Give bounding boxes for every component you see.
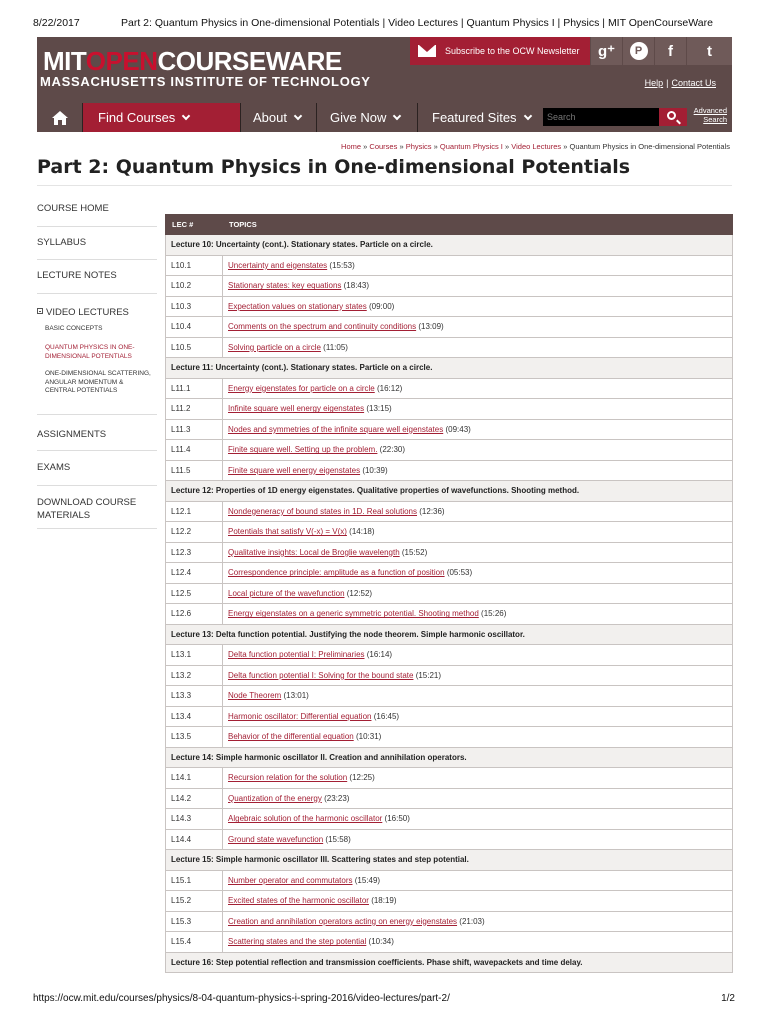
lecture-topic-cell [223, 276, 733, 297]
video-link[interactable]: Excited states of the harmonic oscillator [228, 896, 369, 906]
column-header-topics: TOPICS [223, 215, 733, 235]
lecture-topic-cell [223, 583, 733, 604]
lecture-code: L11.3 [166, 419, 223, 440]
sidebar-sub-scattering[interactable]: ONE-DIMENSIONAL SCATTERING, ANGULAR MOMENTUM & CENTRAL POTENTIALS [45, 370, 151, 394]
table-row [166, 870, 733, 891]
video-link[interactable]: Ground state wavefunction [228, 834, 324, 844]
video-link[interactable]: Correspondence principle: amplitude as a function of position [228, 568, 445, 578]
lecture-group-row [166, 747, 733, 768]
lecture-topic-cell [223, 727, 733, 748]
lecture-group-heading: Lecture 14: Simple harmonic oscillator II. Creation and annihilation operators. [166, 747, 733, 768]
lecture-code: L11.4 [166, 440, 223, 461]
table-row [166, 317, 733, 338]
video-link[interactable]: Nodes and symmetries of the infinite square well eigenstates [228, 424, 444, 434]
table-row [166, 932, 733, 953]
lecture-topic-cell [223, 768, 733, 789]
breadcrumb: Home » Courses » Physics » Quantum Physics I » Video Lectures » Quantum Physics in One-dimensional Potentials [341, 142, 730, 151]
lecture-code: L12.6 [166, 604, 223, 625]
video-duration: (11:05) [323, 342, 348, 352]
breadcrumb-courses[interactable]: Courses [369, 142, 398, 151]
video-duration: (13:15) [366, 404, 392, 414]
breadcrumb-physics[interactable]: Physics [405, 142, 432, 151]
video-link[interactable]: Delta function potential I: Solving for the bound state [228, 670, 414, 680]
video-duration: (15:21) [415, 670, 442, 680]
help-link[interactable]: Help [644, 78, 664, 88]
video-link[interactable]: Delta function potential I: Preliminaries [228, 650, 365, 660]
table-row [166, 378, 733, 399]
video-duration: (10:39) [362, 465, 388, 475]
table-row [166, 337, 733, 358]
lecture-group-heading: Lecture 12: Properties of 1D energy eigenstates. Qualitative properties of wavefunctions. Shooting method. [166, 481, 733, 502]
breadcrumb-course[interactable]: Quantum Physics I [439, 142, 503, 151]
video-link[interactable]: Scattering states and the step potential [228, 937, 367, 947]
print-date: 8/22/2017 [33, 17, 80, 29]
lecture-code: L10.1 [166, 255, 223, 276]
video-link[interactable]: Finite square well. Setting up the problem. [228, 445, 378, 455]
ocw-logo[interactable]: MITOPENCOURSEWARE [43, 46, 342, 76]
lecture-code: L13.5 [166, 727, 223, 748]
lecture-code: L11.1 [166, 378, 223, 399]
divider [37, 185, 732, 186]
nav-featured-sites[interactable]: Featured Sites [418, 103, 538, 132]
site-banner [37, 37, 732, 103]
breadcrumb-home[interactable]: Home [341, 142, 362, 151]
contact-us-link[interactable]: Contact Us [671, 78, 716, 88]
lecture-topic-cell [223, 317, 733, 338]
lecture-topic-cell [223, 911, 733, 932]
video-link[interactable]: Recursion relation for the solution [228, 773, 348, 783]
logo-subtitle: MASSACHUSETTS INSTITUTE OF TECHNOLOGY [40, 74, 371, 89]
lecture-group-row [166, 358, 733, 379]
breadcrumb-current: Quantum Physics in One-dimensional Potentials [569, 142, 730, 151]
lecture-code: L15.3 [166, 911, 223, 932]
nav-find-courses[interactable]: Find Courses [83, 103, 241, 132]
lecture-topic-cell [223, 870, 733, 891]
table-row [166, 604, 733, 625]
lecture-code: L13.4 [166, 706, 223, 727]
lecture-group-heading: Lecture 15: Simple harmonic oscillator III. Scattering states and step potential. [166, 850, 733, 871]
video-link[interactable]: Infinite square well energy eigenstates [228, 404, 365, 414]
lecture-topic-cell [223, 604, 733, 625]
lecture-topic-cell [223, 645, 733, 666]
video-link[interactable]: Algebraic solution of the harmonic oscillator [228, 814, 383, 824]
video-duration: (15:58) [325, 834, 351, 844]
video-link[interactable]: Solving particle on a circle [228, 342, 321, 352]
print-page-number: 1/2 [721, 993, 735, 1004]
table-row [166, 911, 733, 932]
video-duration: (13:09) [418, 322, 444, 332]
nav-give-now[interactable]: Give Now [317, 103, 418, 132]
sidebar-item-syllabus[interactable]: SYLLABUS [37, 237, 87, 248]
lecture-topic-cell [223, 665, 733, 686]
home-icon [51, 110, 69, 126]
video-duration: (09:00) [368, 301, 395, 311]
table-row [166, 768, 733, 789]
table-row [166, 419, 733, 440]
lecture-topic-cell [223, 522, 733, 543]
video-duration: (15:53) [329, 260, 355, 270]
table-header [166, 215, 733, 235]
newsletter-button[interactable] [410, 37, 590, 65]
chevron-down-icon [182, 111, 190, 119]
collapse-icon [37, 308, 43, 314]
table-row [166, 276, 733, 297]
chevron-down-icon [523, 111, 531, 119]
video-link[interactable]: Quantization of the energy [228, 793, 322, 803]
lecture-topic-cell [223, 440, 733, 461]
video-duration: (15:26) [481, 609, 507, 619]
video-duration: (12:52) [346, 588, 373, 598]
video-duration: (16:12) [376, 383, 403, 393]
advanced-search-link[interactable]: Advanced Search [693, 106, 727, 124]
video-duration: (05:53) [446, 568, 473, 578]
lecture-group-heading: Lecture 10: Uncertainty (cont.). Stationary states. Particle on a circle. [166, 235, 733, 256]
table-row [166, 542, 733, 563]
lecture-code: L14.1 [166, 768, 223, 789]
lecture-code: L14.3 [166, 809, 223, 830]
video-link[interactable]: Harmonic oscillator: Differential equation [228, 711, 372, 721]
video-link[interactable]: Potentials that satisfy V(-x) = V(x) [228, 527, 347, 537]
lecture-code: L10.3 [166, 296, 223, 317]
lecture-code: L10.2 [166, 276, 223, 297]
table-row [166, 440, 733, 461]
lecture-topic-cell [223, 686, 733, 707]
video-duration: (12:25) [349, 773, 375, 783]
nav-about[interactable]: About [241, 103, 317, 132]
video-link[interactable]: Qualitative insights: Local de Broglie wavelength [228, 547, 400, 557]
table-row [166, 255, 733, 276]
sidebar-sub-one-dimensional-potentials[interactable]: QUANTUM PHYSICS IN ONE-DIMENSIONAL POTENTIALS [45, 344, 135, 360]
lecture-topic-cell [223, 255, 733, 276]
lecture-topic-cell [223, 337, 733, 358]
video-link[interactable]: Creation and annihilation operators acting on energy eigenstates [228, 916, 458, 926]
envelope-icon [418, 45, 436, 57]
twitter-icon[interactable]: t [686, 37, 732, 65]
lecture-group-row [166, 624, 733, 645]
breadcrumb-video-lectures[interactable]: Video Lectures [511, 142, 562, 151]
table-row [166, 706, 733, 727]
video-link[interactable]: Energy eigenstates on a generic symmetric potential. Shooting method [228, 609, 479, 619]
search-input[interactable] [543, 108, 659, 126]
table-row [166, 829, 733, 850]
table-row [166, 399, 733, 420]
lecture-code: L15.2 [166, 891, 223, 912]
video-link[interactable]: Finite square well energy eigenstates [228, 465, 361, 475]
google-plus-icon[interactable]: g⁺ [590, 37, 622, 65]
video-duration: (16:50) [384, 814, 410, 824]
lecture-code: L12.5 [166, 583, 223, 604]
video-link[interactable]: Node Theorem [228, 691, 282, 701]
video-duration: (21:03) [459, 916, 485, 926]
lecture-code: L13.2 [166, 665, 223, 686]
pinterest-icon[interactable]: P [622, 37, 654, 65]
main-nav [37, 103, 732, 132]
video-link[interactable]: Comments on the spectrum and continuity conditions [228, 322, 417, 332]
newsletter-label: Subscribe to the OCW Newsletter [445, 46, 580, 56]
lecture-code: L12.4 [166, 563, 223, 584]
video-duration: (10:31) [355, 732, 382, 742]
lecture-topic-cell [223, 542, 733, 563]
video-duration: (18:43) [343, 281, 369, 291]
table-row [166, 727, 733, 748]
lecture-code: L13.3 [166, 686, 223, 707]
video-duration: (14:18) [349, 527, 375, 537]
lecture-code: L13.1 [166, 645, 223, 666]
video-duration: (18:19) [371, 896, 397, 906]
column-header-lec: LEC # [166, 215, 223, 235]
table-row [166, 809, 733, 830]
help-links: Help | Contact Us [644, 78, 716, 88]
table-row [166, 686, 733, 707]
lecture-group-row [166, 481, 733, 502]
table-row [166, 296, 733, 317]
lecture-topic-cell [223, 501, 733, 522]
print-title: Part 2: Quantum Physics in One-dimensional Potentials | Video Lectures | Quantum Physics I | Physics | MIT OpenCourseWare [121, 17, 713, 29]
home-button[interactable] [37, 103, 83, 132]
lecture-code: L10.5 [166, 337, 223, 358]
lecture-table [165, 214, 733, 973]
table-row [166, 501, 733, 522]
video-duration: (10:34) [368, 937, 394, 947]
lecture-topic-cell [223, 809, 733, 830]
lecture-topic-cell [223, 788, 733, 809]
video-link[interactable]: Stationary states: key equations [228, 281, 342, 291]
lecture-topic-cell [223, 891, 733, 912]
video-link[interactable]: Nondegeneracy of bound states in 1D. Real solutions [228, 506, 418, 516]
lecture-code: L10.4 [166, 317, 223, 338]
video-link[interactable]: Energy eigenstates for particle on a circle [228, 383, 375, 393]
lecture-code: L12.3 [166, 542, 223, 563]
lecture-topic-cell [223, 829, 733, 850]
video-duration: (16:45) [373, 711, 400, 721]
video-link[interactable]: Uncertainty and eigenstates [228, 260, 328, 270]
print-url: https://ocw.mit.edu/courses/physics/8-04-quantum-physics-i-spring-2016/video-lectures/part-2/ [33, 993, 450, 1004]
video-duration: (22:30) [379, 445, 406, 455]
table-row [166, 583, 733, 604]
lecture-code: L11.5 [166, 460, 223, 481]
video-link[interactable]: Number operator and commutators [228, 875, 353, 885]
search-icon [667, 111, 676, 120]
lecture-topic-cell [223, 460, 733, 481]
sidebar-item-assignments[interactable]: ASSIGNMENTS [37, 429, 107, 440]
table-row [166, 563, 733, 584]
lecture-topic-cell [223, 296, 733, 317]
video-duration: (12:36) [419, 506, 445, 516]
lecture-group-row [166, 235, 733, 256]
lecture-topic-cell [223, 706, 733, 727]
table-body [166, 235, 733, 973]
lecture-code: L14.2 [166, 788, 223, 809]
lecture-code: L14.4 [166, 829, 223, 850]
lecture-code: L15.1 [166, 870, 223, 891]
video-duration: (13:01) [283, 691, 309, 701]
video-duration: (15:52) [401, 547, 428, 557]
video-link[interactable]: Expectation values on stationary states [228, 301, 367, 311]
lecture-group-heading: Lecture 16: Step potential reflection and transmission coefficients. Phase shift, wavepackets and time delay. [166, 952, 733, 973]
table-row [166, 788, 733, 809]
video-link[interactable]: Behavior of the differential equation [228, 732, 354, 742]
table-row [166, 645, 733, 666]
facebook-icon[interactable]: f [654, 37, 686, 65]
table-row [166, 522, 733, 543]
sidebar-item-video-lectures[interactable]: VIDEO LECTURES [37, 307, 157, 318]
lecture-group-heading: Lecture 11: Uncertainty (cont.). Stationary states. Particle on a circle. [166, 358, 733, 379]
lecture-code: L15.4 [166, 932, 223, 953]
lecture-topic-cell [223, 932, 733, 953]
lecture-code: L12.1 [166, 501, 223, 522]
sidebar-item-download[interactable]: DOWNLOAD COURSE MATERIALS [37, 497, 137, 521]
video-duration: (15:49) [354, 875, 381, 885]
sidebar-item-exams[interactable]: EXAMS [37, 462, 71, 473]
video-duration: (09:43) [445, 424, 471, 434]
lecture-topic-cell [223, 563, 733, 584]
sidebar-item-lecture-notes[interactable]: LECTURE NOTES [37, 270, 117, 281]
lecture-topic-cell [223, 399, 733, 420]
table-row [166, 460, 733, 481]
lecture-topic-cell [223, 419, 733, 440]
sidebar-sub-basic-concepts[interactable]: BASIC CONCEPTS [45, 325, 103, 332]
video-duration: (16:14) [366, 650, 393, 660]
table-row [166, 665, 733, 686]
lecture-code: L11.2 [166, 399, 223, 420]
chevron-down-icon [393, 111, 401, 119]
lecture-group-row [166, 850, 733, 871]
page-title: Part 2: Quantum Physics in One-dimensional Potentials [37, 156, 631, 178]
table-row [166, 891, 733, 912]
lecture-group-heading: Lecture 13: Delta function potential. Justifying the node theorem. Simple harmonic oscillator. [166, 624, 733, 645]
lecture-group-row [166, 952, 733, 973]
video-link[interactable]: Local picture of the wavefunction [228, 588, 345, 598]
chevron-down-icon [294, 111, 302, 119]
lecture-code: L12.2 [166, 522, 223, 543]
sidebar-item-course-home[interactable]: COURSE HOME [37, 203, 109, 214]
search-button[interactable] [659, 108, 687, 126]
video-duration: (23:23) [324, 793, 350, 803]
lecture-topic-cell [223, 378, 733, 399]
